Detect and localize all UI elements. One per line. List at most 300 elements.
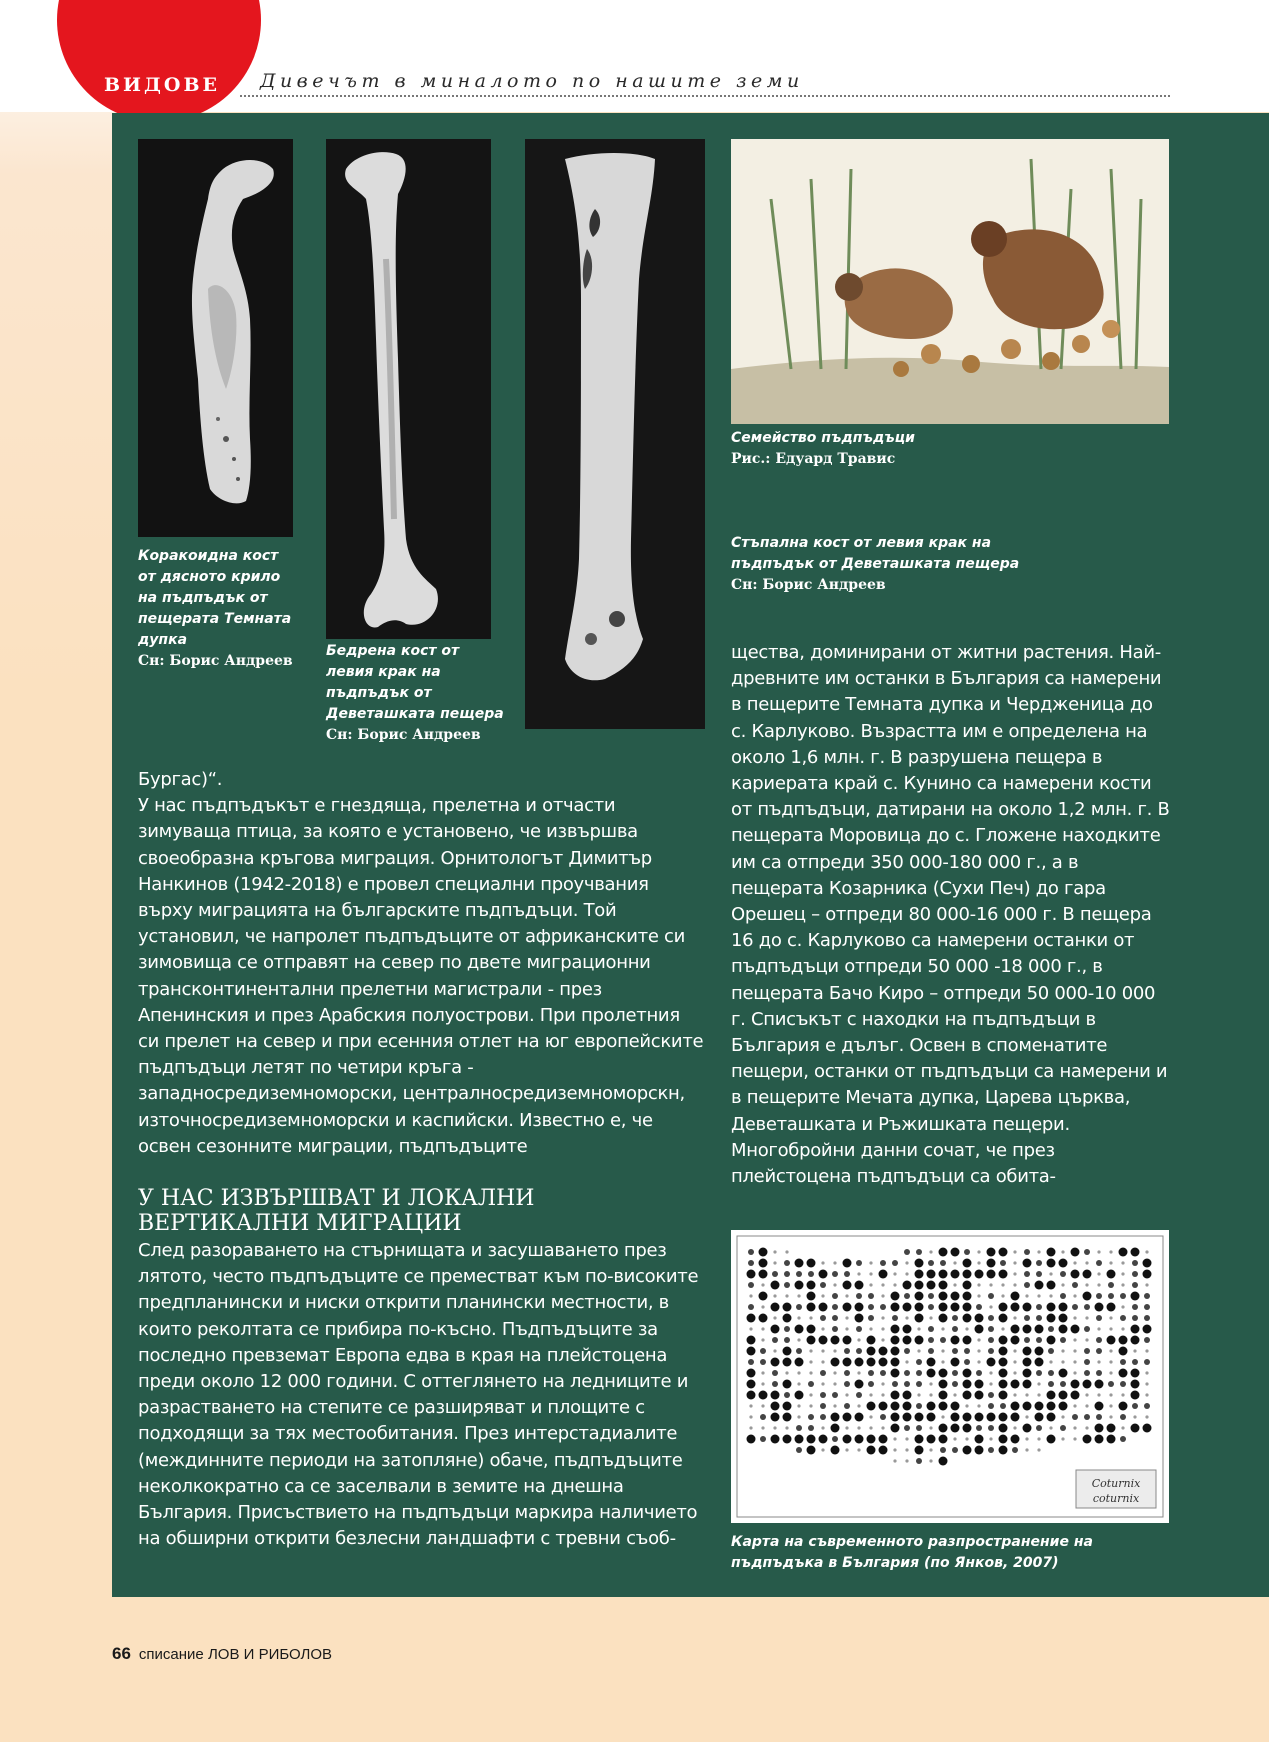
map-dot xyxy=(1073,1371,1076,1374)
map-dot xyxy=(759,1248,768,1257)
map-dot xyxy=(1023,1369,1032,1378)
map-dot xyxy=(881,1382,884,1385)
map-dot xyxy=(905,1316,908,1319)
map-dot xyxy=(1011,1435,1020,1444)
map-dot xyxy=(1059,1314,1068,1323)
map-dot xyxy=(1131,1369,1140,1378)
map-dot xyxy=(951,1413,960,1422)
map-dot xyxy=(785,1250,788,1253)
map-dot xyxy=(904,1370,910,1376)
map-dot xyxy=(844,1271,850,1277)
map-dot xyxy=(929,1250,932,1253)
map-dot xyxy=(832,1293,838,1299)
map-dot xyxy=(796,1348,802,1354)
map-dot xyxy=(1131,1336,1140,1345)
map-dot xyxy=(844,1370,850,1376)
map-dot xyxy=(1037,1382,1040,1385)
map-dot xyxy=(844,1403,850,1409)
map-dot xyxy=(1120,1381,1126,1387)
map-dot xyxy=(929,1382,932,1385)
map-dot xyxy=(999,1336,1008,1345)
map-dot xyxy=(869,1272,872,1275)
map-dot xyxy=(952,1348,958,1354)
map-dot xyxy=(879,1446,888,1455)
map-dot xyxy=(856,1326,862,1332)
map-dot xyxy=(1073,1349,1076,1352)
map-dot xyxy=(1132,1260,1138,1266)
map-dot xyxy=(891,1369,900,1378)
map-dot xyxy=(927,1358,936,1367)
map-dot xyxy=(1109,1349,1112,1352)
map-dot xyxy=(905,1261,908,1264)
map-dot xyxy=(1097,1272,1100,1275)
map-dot xyxy=(772,1337,778,1343)
map-dot xyxy=(1071,1270,1080,1279)
map-dot xyxy=(881,1426,884,1429)
map-dot xyxy=(855,1413,864,1422)
map-dot xyxy=(1048,1381,1054,1387)
map-dot xyxy=(999,1270,1008,1279)
map-dot xyxy=(963,1391,972,1400)
map-dot xyxy=(1132,1315,1138,1321)
map-dot xyxy=(773,1316,776,1319)
map-dot xyxy=(1024,1282,1030,1288)
tarsus-bone-photo xyxy=(525,139,705,729)
map-dot xyxy=(1120,1359,1126,1365)
map-dot xyxy=(904,1249,910,1255)
map-dot xyxy=(999,1380,1008,1389)
map-dot xyxy=(821,1448,824,1451)
map-dot xyxy=(1120,1315,1126,1321)
map-dot xyxy=(1061,1283,1064,1286)
map-dot xyxy=(1025,1393,1028,1396)
map-dot xyxy=(845,1448,848,1451)
map-dot xyxy=(999,1446,1008,1455)
map-dot xyxy=(1097,1393,1100,1396)
map-dot xyxy=(892,1381,898,1387)
map-dot xyxy=(867,1402,876,1411)
map-dot xyxy=(963,1413,972,1422)
map-dot xyxy=(1107,1270,1116,1279)
map-dot xyxy=(845,1327,848,1330)
map-dot xyxy=(819,1303,828,1312)
map-dot xyxy=(915,1446,924,1455)
map-dot xyxy=(964,1359,970,1365)
map-dot xyxy=(1143,1270,1152,1279)
map-dot xyxy=(1120,1293,1126,1299)
map-dot xyxy=(759,1292,768,1301)
map-dot xyxy=(760,1348,766,1354)
map-dot xyxy=(891,1424,900,1433)
map-dot xyxy=(783,1435,792,1444)
map-dot xyxy=(1083,1435,1092,1444)
map-dot xyxy=(855,1358,864,1367)
map-dot xyxy=(1047,1259,1056,1268)
map-dot xyxy=(975,1446,984,1455)
map-dot xyxy=(1143,1259,1152,1268)
map-dot xyxy=(915,1336,924,1345)
map-dot xyxy=(749,1415,752,1418)
map-dot xyxy=(916,1370,922,1376)
map-dot xyxy=(1085,1261,1088,1264)
map-dot xyxy=(1037,1437,1040,1440)
map-dot xyxy=(929,1426,932,1429)
map-dot xyxy=(784,1260,790,1266)
map-dot xyxy=(903,1325,912,1334)
map-dot xyxy=(867,1336,876,1345)
map-dot xyxy=(1061,1415,1064,1418)
family-caption-title: Семейство пъдпъдъци xyxy=(731,430,915,446)
map-dot xyxy=(820,1392,826,1398)
map-dot xyxy=(1132,1304,1138,1310)
map-dot xyxy=(808,1425,814,1431)
map-dot xyxy=(1023,1424,1032,1433)
map-dot xyxy=(796,1425,802,1431)
map-dot xyxy=(939,1248,948,1257)
map-dot xyxy=(843,1413,852,1422)
map-dot xyxy=(927,1270,936,1279)
map-dot xyxy=(977,1283,980,1286)
map-dot xyxy=(1047,1402,1056,1411)
map-dot xyxy=(1119,1402,1128,1411)
map-dot xyxy=(1085,1283,1088,1286)
map-dot xyxy=(771,1391,780,1400)
map-dot xyxy=(1119,1347,1128,1356)
map-dot xyxy=(975,1325,984,1334)
map-dot xyxy=(820,1282,826,1288)
map-dot xyxy=(893,1459,896,1462)
map-dot xyxy=(1023,1325,1032,1334)
map-dot xyxy=(868,1381,874,1387)
map-dot xyxy=(964,1348,970,1354)
map-dot xyxy=(1013,1426,1016,1429)
map-dot xyxy=(927,1413,936,1422)
map-dot xyxy=(988,1348,994,1354)
map-dot xyxy=(1085,1404,1088,1407)
map-dot xyxy=(963,1303,972,1312)
map-dot xyxy=(989,1382,992,1385)
map-dot xyxy=(964,1249,970,1255)
map-dot xyxy=(833,1404,836,1407)
map-dot xyxy=(1109,1371,1112,1374)
map-dot xyxy=(939,1270,948,1279)
map-dot xyxy=(1109,1393,1112,1396)
map-dot xyxy=(867,1435,876,1444)
map-dot xyxy=(1061,1437,1064,1440)
map-dot xyxy=(965,1404,968,1407)
map-dot xyxy=(820,1414,826,1420)
femur-caption xyxy=(326,641,506,746)
femur-bone-photo xyxy=(326,139,491,639)
map-dot xyxy=(1011,1292,1020,1301)
map-dot xyxy=(1145,1349,1148,1352)
map-dot xyxy=(1083,1270,1092,1279)
map-dot xyxy=(1013,1272,1016,1275)
map-dot xyxy=(1119,1369,1128,1378)
map-dot xyxy=(1095,1303,1104,1312)
map-dot xyxy=(807,1281,816,1290)
map-dot xyxy=(1049,1294,1052,1297)
map-dot xyxy=(953,1393,956,1396)
tarsus-caption-credit: Сн: Борис Андреев xyxy=(731,577,886,593)
map-dot xyxy=(915,1435,924,1444)
map-dot xyxy=(809,1393,812,1396)
map-dot xyxy=(1145,1393,1148,1396)
family-caption xyxy=(731,428,1171,470)
map-dot xyxy=(917,1349,920,1352)
map-dot xyxy=(952,1326,958,1332)
map-dot xyxy=(773,1294,776,1297)
map-dot xyxy=(869,1426,872,1429)
map-dot xyxy=(1011,1402,1020,1411)
map-dot xyxy=(1025,1415,1028,1418)
map-dot xyxy=(807,1336,816,1345)
map-dot xyxy=(1037,1250,1040,1253)
map-dot xyxy=(1059,1325,1068,1334)
map-dot xyxy=(1073,1426,1076,1429)
map-dot xyxy=(783,1380,792,1389)
map-dot xyxy=(1109,1404,1112,1407)
map-dot xyxy=(809,1316,812,1319)
map-dot xyxy=(881,1338,884,1341)
map-dot xyxy=(843,1435,852,1444)
map-dot xyxy=(880,1260,886,1266)
map-dot xyxy=(783,1413,792,1422)
map-dot xyxy=(1097,1250,1100,1253)
right-column-text: щества, доминирани от житни растения. Най-древните им останки в България са намерени в пещерите Темната дупка и Чердженица до с. Карлуково. Възрастта им е определена на около 1,6 млн. г. В разрушена пещера в кариерата край с. Кунино са намерени кости от пъдпъдъци, датирани на около 1,2 млн. г. В пещерата Моровица до с. Гложене находките им са отпреди 350 000-180 000 г., а в пещерата Козарника (Сухи Печ) до гара Орешец – отпреди 80 000-16 000 г. В пещера 16 до с. Карлуково са намерени останки от пъдпъдъци отпреди 50 000 -18 000 г., в пещерата Бачо Киро – отпреди 50 000-10 000 г. Списъкът с находки на пъдпъдъци в България е дълъг. Освен в споменатите пещери, останки от пъдпъдъци са намерени и в пещерите Мечата дупка, Царева църква, Деветашката и Ръжишката пещери. Многобройни данни сочат, че през плейстоцена пъдпъдъци са обита- xyxy=(731,642,1170,1188)
map-dot xyxy=(819,1336,828,1345)
map-dot xyxy=(821,1349,824,1352)
map-dot xyxy=(785,1371,788,1374)
map-dot xyxy=(784,1282,790,1288)
map-dot xyxy=(928,1337,934,1343)
map-dot xyxy=(820,1370,826,1376)
map-dot xyxy=(988,1326,994,1332)
map-dot xyxy=(917,1327,920,1330)
map-dot xyxy=(749,1294,752,1297)
map-dot xyxy=(1145,1371,1148,1374)
map-dot xyxy=(833,1349,836,1352)
map-dot xyxy=(771,1435,780,1444)
quail-family-illustration xyxy=(731,139,1169,424)
map-dot xyxy=(771,1358,780,1367)
map-dot xyxy=(927,1402,936,1411)
map-dot xyxy=(987,1358,996,1367)
map-dot xyxy=(903,1281,912,1290)
map-dot xyxy=(771,1303,780,1312)
map-dot xyxy=(1072,1304,1078,1310)
map-dot xyxy=(975,1391,984,1400)
map-dot xyxy=(915,1270,924,1279)
map-dot xyxy=(747,1347,756,1356)
map-dot xyxy=(1096,1337,1102,1343)
map-dot xyxy=(903,1303,912,1312)
map-dot xyxy=(1085,1338,1088,1341)
map-dot xyxy=(1121,1272,1124,1275)
map-dot xyxy=(821,1261,824,1264)
map-dot xyxy=(1107,1424,1116,1433)
map-dot xyxy=(927,1281,936,1290)
map-dot xyxy=(773,1250,776,1253)
map-dot xyxy=(1120,1414,1126,1420)
map-dot xyxy=(891,1391,900,1400)
map-dot xyxy=(988,1392,994,1398)
map-dot xyxy=(844,1381,850,1387)
map-dot xyxy=(772,1381,778,1387)
map-dot xyxy=(1059,1369,1068,1378)
map-dot xyxy=(977,1261,980,1264)
map-dot xyxy=(759,1314,768,1323)
map-dot xyxy=(988,1425,994,1431)
coracoid-caption-credit: Сн: Борис Андреев xyxy=(138,653,293,669)
map-dot xyxy=(977,1360,980,1363)
map-dot xyxy=(916,1381,922,1387)
map-dot xyxy=(1047,1413,1056,1422)
map-dot xyxy=(832,1392,838,1398)
map-dot xyxy=(855,1303,864,1312)
map-dot xyxy=(928,1304,934,1310)
map-dot xyxy=(939,1369,948,1378)
map-dot xyxy=(1073,1437,1076,1440)
map-dot xyxy=(939,1435,948,1444)
map-dot xyxy=(785,1426,788,1429)
map-dot xyxy=(1036,1337,1042,1343)
map-dot xyxy=(1013,1371,1016,1374)
map-dot xyxy=(977,1338,980,1341)
map-dot xyxy=(1097,1327,1100,1330)
map-dot xyxy=(795,1435,804,1444)
map-dot xyxy=(831,1336,840,1345)
map-dot xyxy=(844,1348,850,1354)
map-dot xyxy=(1096,1348,1102,1354)
map-dot xyxy=(927,1435,936,1444)
map-dot xyxy=(1071,1380,1080,1389)
femur-caption-title: Бедрена кост от левия крак на пъдпъдък от Деветашката пещера xyxy=(326,643,504,722)
map-dot xyxy=(880,1304,886,1310)
map-dot xyxy=(748,1359,754,1365)
map-dot xyxy=(893,1272,896,1275)
map-dot xyxy=(1047,1303,1056,1312)
map-dot xyxy=(1059,1391,1068,1400)
map-dot xyxy=(1132,1271,1138,1277)
map-dot xyxy=(821,1327,824,1330)
map-dot xyxy=(1059,1259,1068,1268)
map-dot xyxy=(1013,1261,1016,1264)
map-dot xyxy=(867,1347,876,1356)
map-dot xyxy=(857,1404,860,1407)
map-dot xyxy=(941,1327,944,1330)
map-dot xyxy=(904,1293,910,1299)
map-dot xyxy=(795,1391,804,1400)
map-dot xyxy=(1048,1370,1054,1376)
map-dot xyxy=(760,1359,766,1365)
map-dot xyxy=(868,1370,874,1376)
map-dot xyxy=(797,1371,800,1374)
map-dot xyxy=(1071,1391,1080,1400)
map-dot xyxy=(1060,1337,1066,1343)
map-dot xyxy=(963,1380,972,1389)
map-dot xyxy=(989,1371,992,1374)
map-dot xyxy=(855,1314,864,1323)
map-dot xyxy=(1143,1325,1152,1334)
map-dot xyxy=(951,1402,960,1411)
map-dot xyxy=(1107,1303,1116,1312)
map-dot xyxy=(879,1347,888,1356)
map-dot xyxy=(988,1293,994,1299)
running-head: Дивечът в миналото по нашите земи xyxy=(260,70,804,92)
map-dot xyxy=(831,1424,840,1433)
map-dot xyxy=(1108,1381,1114,1387)
map-dot xyxy=(988,1315,994,1321)
map-dot xyxy=(1085,1426,1088,1429)
map-dot xyxy=(1133,1349,1136,1352)
map-dot xyxy=(963,1336,972,1345)
map-dot xyxy=(989,1437,992,1440)
map-dot xyxy=(939,1314,948,1323)
map-dot xyxy=(809,1404,812,1407)
map-dot xyxy=(891,1402,900,1411)
map-dot xyxy=(1013,1283,1016,1286)
map-dot xyxy=(891,1336,900,1345)
family-caption-credit: Рис.: Едуард Травис xyxy=(731,451,896,467)
map-dot xyxy=(952,1381,958,1387)
coracoid-caption xyxy=(138,546,298,672)
map-dot xyxy=(1059,1303,1068,1312)
map-dot xyxy=(999,1358,1008,1367)
map-dot xyxy=(797,1404,800,1407)
map-dot xyxy=(916,1359,922,1365)
map-dot xyxy=(748,1249,754,1255)
map-dot xyxy=(868,1293,874,1299)
map-dot xyxy=(747,1314,756,1323)
map-dot xyxy=(820,1315,826,1321)
map-dot xyxy=(940,1260,946,1266)
map-dot xyxy=(809,1371,812,1374)
map-dot xyxy=(832,1315,838,1321)
map-dot xyxy=(1035,1413,1044,1422)
map-dot xyxy=(929,1393,932,1396)
map-dot xyxy=(1143,1424,1152,1433)
map-dot xyxy=(1131,1325,1140,1334)
map-dot xyxy=(761,1371,764,1374)
map-dot xyxy=(749,1404,752,1407)
map-dot xyxy=(1084,1326,1090,1332)
map-dot xyxy=(1132,1282,1138,1288)
map-dot xyxy=(1121,1261,1124,1264)
map-dot xyxy=(797,1338,800,1341)
map-dot xyxy=(928,1260,934,1266)
map-dot xyxy=(1131,1248,1140,1257)
map-dot xyxy=(977,1294,980,1297)
map-dot xyxy=(929,1459,932,1462)
tarsus-caption-title: Стъпална кост от левия крак на пъдпъдък от Деветашката пещера xyxy=(731,535,1020,572)
map-dot xyxy=(1001,1327,1004,1330)
map-dot xyxy=(903,1336,912,1345)
map-dot xyxy=(784,1337,790,1343)
map-dot xyxy=(1035,1281,1044,1290)
map-dot xyxy=(881,1316,884,1319)
map-dot xyxy=(808,1414,814,1420)
map-dot xyxy=(1097,1360,1100,1363)
map-dot xyxy=(953,1437,956,1440)
map-dot xyxy=(1095,1424,1104,1433)
map-dot xyxy=(821,1360,824,1363)
map-dot xyxy=(1060,1271,1066,1277)
page-background-fade xyxy=(0,0,120,1742)
map-dot xyxy=(1108,1293,1114,1299)
map-dot xyxy=(915,1413,924,1422)
map-dot xyxy=(941,1360,944,1363)
